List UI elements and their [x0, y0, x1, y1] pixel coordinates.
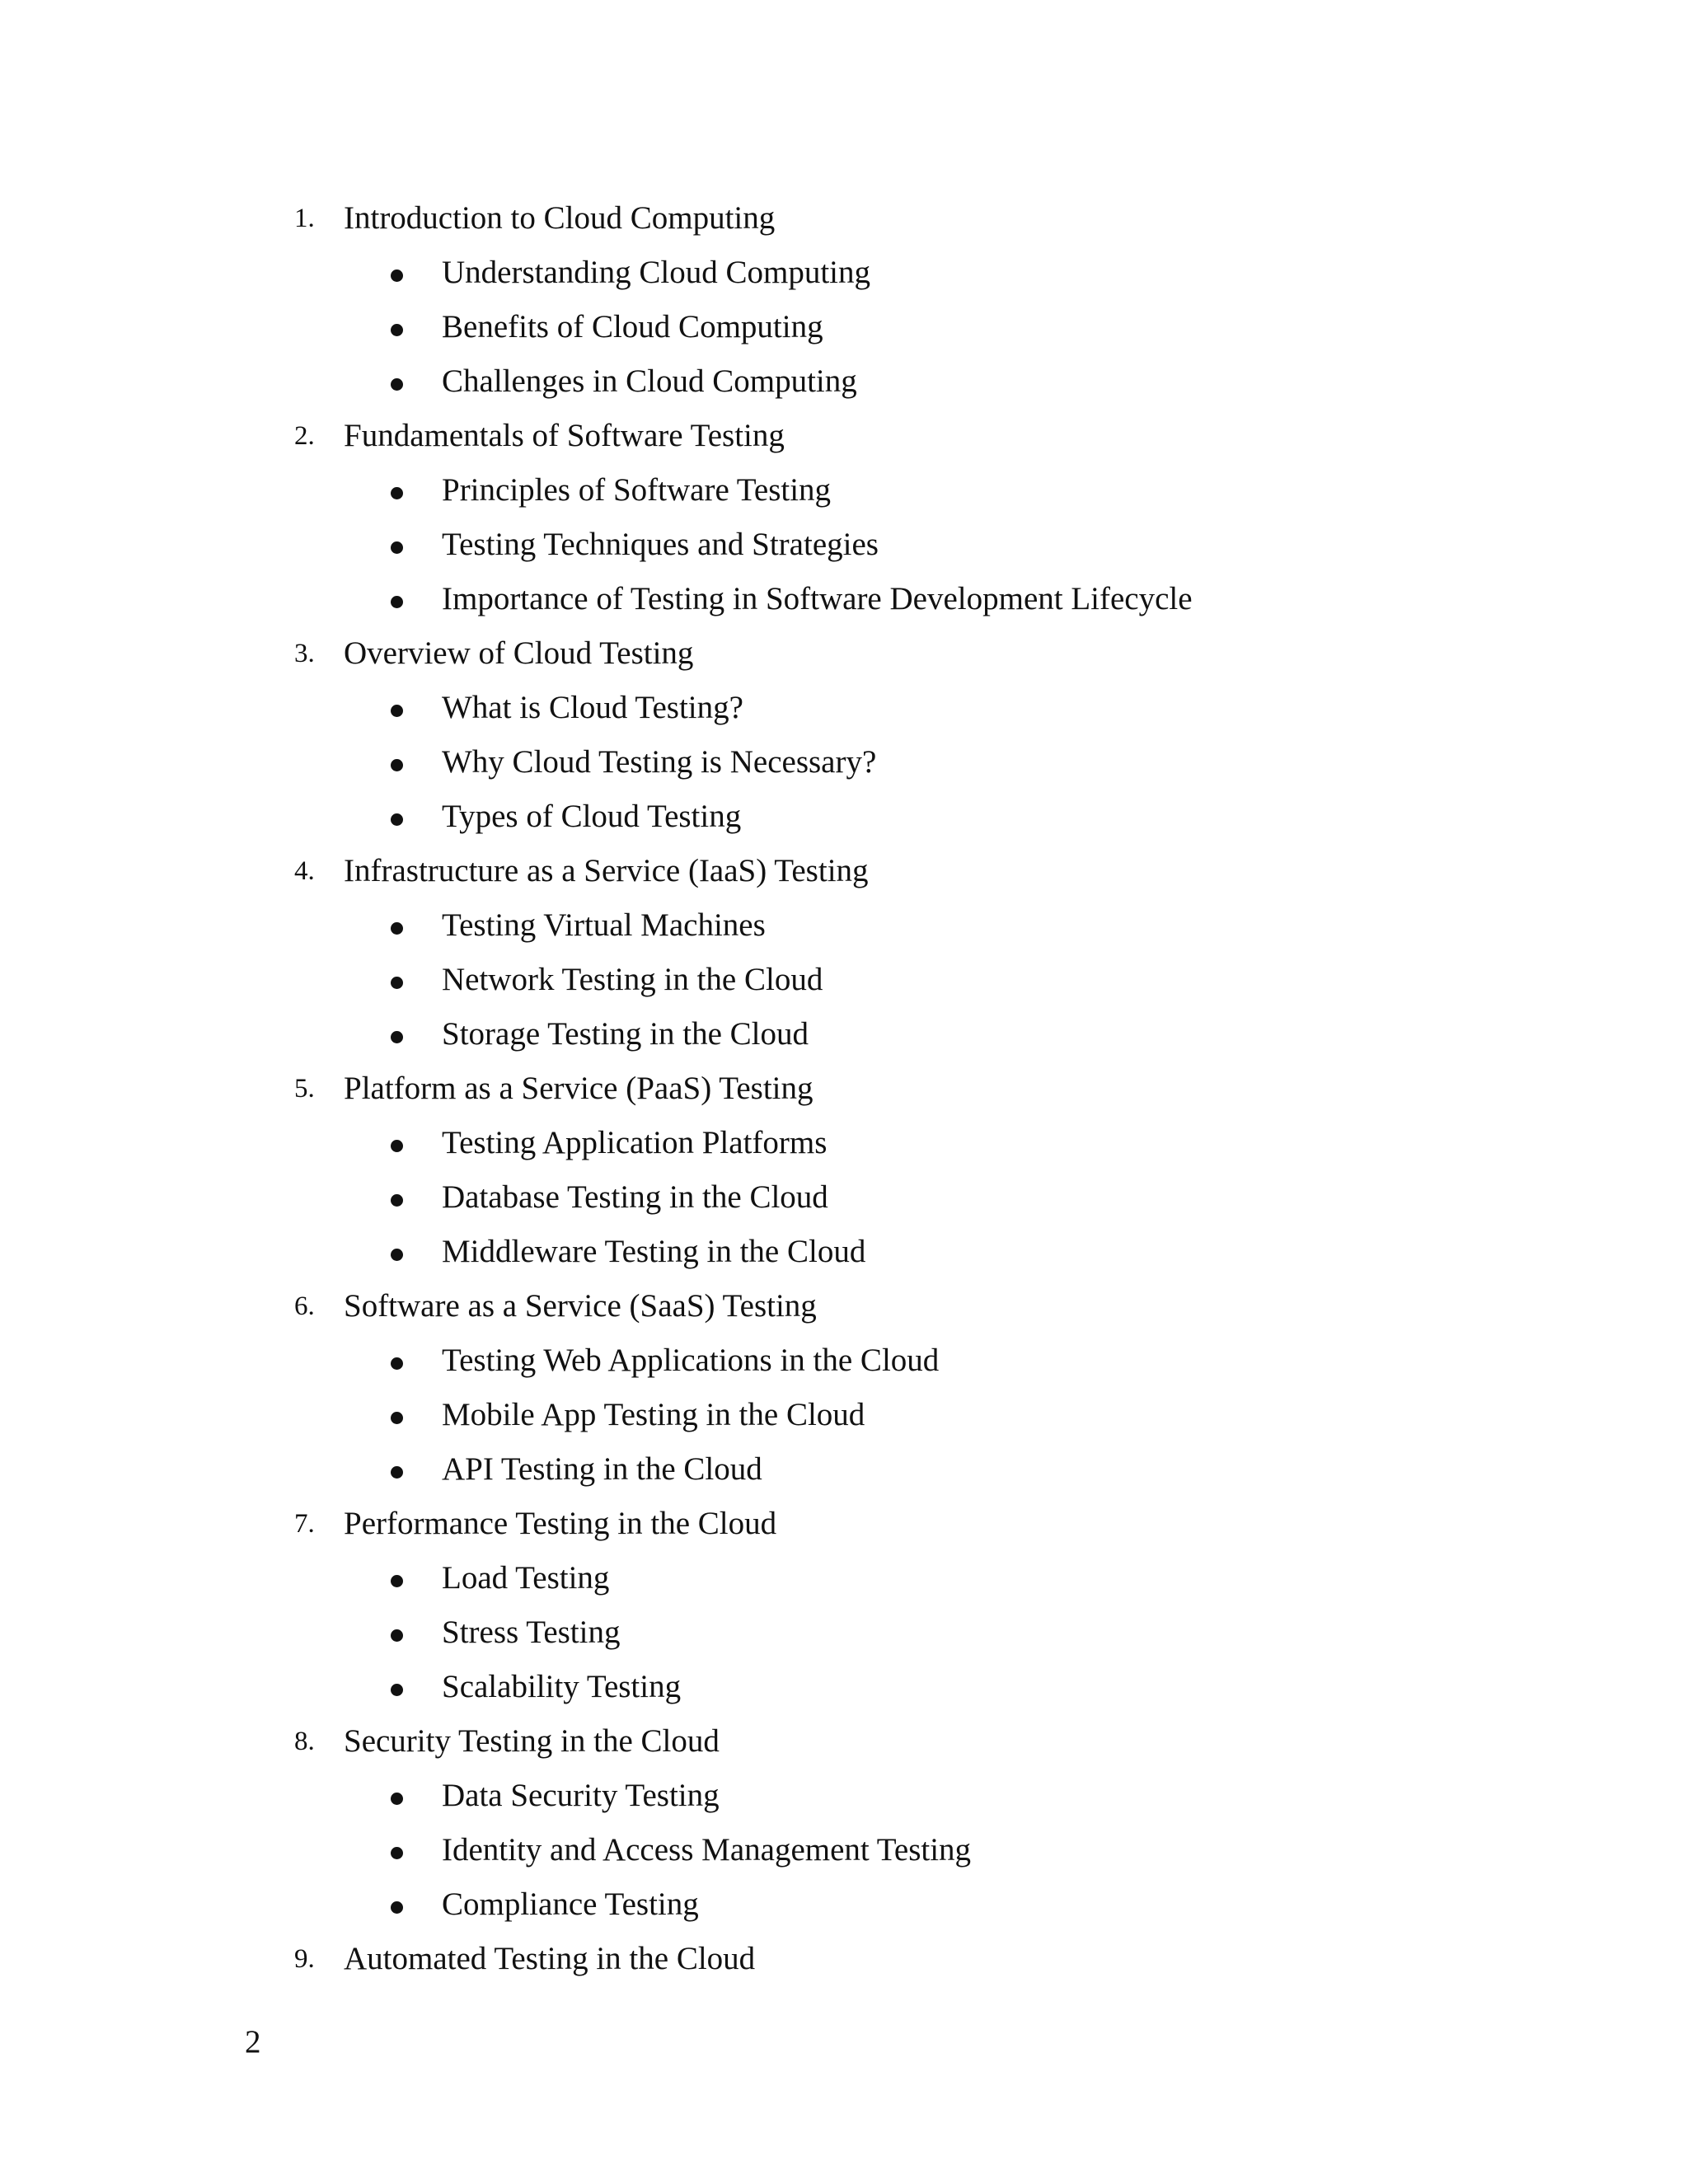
- section-title: Platform as a Service (PaaS) Testing: [344, 1071, 814, 1106]
- page-number: 2: [245, 2024, 261, 2060]
- section-title: Performance Testing in the Cloud: [344, 1506, 777, 1541]
- section-title: Overview of Cloud Testing: [344, 635, 694, 671]
- list-item: [0, 246, 1688, 300]
- section-heading: [0, 1932, 1688, 1986]
- bullet-icon: [391, 1901, 403, 1914]
- list-item: [0, 1388, 1688, 1442]
- list-item: [0, 681, 1688, 735]
- list-item-text: Stress Testing: [442, 1615, 621, 1650]
- list-item-text: Why Cloud Testing is Necessary?: [442, 744, 877, 780]
- list-item-text: Load Testing: [442, 1560, 610, 1596]
- section-heading: [0, 1279, 1688, 1333]
- list-item: [0, 1823, 1688, 1877]
- list-item: [0, 1769, 1688, 1823]
- list-item: [0, 1660, 1688, 1714]
- list-item: [0, 572, 1688, 626]
- list-item-text: Scalability Testing: [442, 1669, 682, 1704]
- bullet-icon: [391, 1575, 403, 1587]
- section-heading: [0, 191, 1688, 246]
- bullet-icon: [391, 1357, 403, 1370]
- list-item: [0, 354, 1688, 409]
- section-title: Fundamentals of Software Testing: [344, 418, 785, 453]
- section-number: 5.: [294, 1074, 315, 1104]
- list-item: [0, 518, 1688, 572]
- list-item-text: Challenges in Cloud Computing: [442, 363, 857, 399]
- section-number: 2.: [294, 421, 315, 451]
- list-item: [0, 300, 1688, 354]
- list-item-text: Database Testing in the Cloud: [442, 1179, 828, 1215]
- bullet-icon: [391, 977, 403, 989]
- list-item: [0, 1877, 1688, 1932]
- list-item-text: Testing Web Applications in the Cloud: [442, 1343, 940, 1378]
- bullet-icon: [391, 813, 403, 826]
- section-heading: [0, 1062, 1688, 1116]
- outline-list: [0, 191, 1688, 1986]
- list-item-text: Compliance Testing: [442, 1886, 699, 1922]
- list-item-text: Testing Virtual Machines: [442, 907, 766, 943]
- bullet-icon: [391, 1466, 403, 1479]
- section-heading: [0, 1497, 1688, 1551]
- bullet-icon: [391, 1194, 403, 1207]
- list-item-text: Testing Application Platforms: [442, 1125, 828, 1160]
- list-item-text: Types of Cloud Testing: [442, 799, 742, 834]
- section-heading: [0, 844, 1688, 898]
- bullet-icon: [391, 269, 403, 282]
- section-number: 6.: [294, 1291, 315, 1321]
- section-title: Security Testing in the Cloud: [344, 1723, 720, 1759]
- section-heading: [0, 626, 1688, 681]
- bullet-icon: [391, 1684, 403, 1696]
- list-item: [0, 1605, 1688, 1660]
- list-item: [0, 953, 1688, 1007]
- list-item-text: Importance of Testing in Software Development Lifecycle: [442, 581, 1193, 616]
- bullet-icon: [391, 378, 403, 391]
- section-title: Introduction to Cloud Computing: [344, 200, 776, 236]
- list-item-text: Middleware Testing in the Cloud: [442, 1234, 866, 1269]
- list-item-text: Benefits of Cloud Computing: [442, 309, 823, 344]
- section-title: Software as a Service (SaaS) Testing: [344, 1288, 817, 1324]
- bullet-icon: [391, 1412, 403, 1424]
- section-heading: [0, 409, 1688, 463]
- section-heading: [0, 1714, 1688, 1769]
- list-item: [0, 1333, 1688, 1388]
- list-item: [0, 898, 1688, 953]
- bullet-icon: [391, 541, 403, 554]
- bullet-icon: [391, 1140, 403, 1152]
- list-item: [0, 1007, 1688, 1062]
- bullet-icon: [391, 922, 403, 935]
- section-number: 4.: [294, 856, 315, 886]
- section-number: 8.: [294, 1727, 315, 1756]
- list-item-text: Understanding Cloud Computing: [442, 255, 870, 290]
- bullet-icon: [391, 1031, 403, 1043]
- list-item-text: Data Security Testing: [442, 1778, 720, 1813]
- list-item-text: Storage Testing in the Cloud: [442, 1016, 809, 1052]
- list-item: [0, 1116, 1688, 1170]
- list-item: [0, 790, 1688, 844]
- list-item: [0, 1225, 1688, 1279]
- list-item-text: Identity and Access Management Testing: [442, 1832, 972, 1868]
- section-title: Infrastructure as a Service (IaaS) Testing: [344, 853, 869, 888]
- list-item: [0, 735, 1688, 790]
- list-item: [0, 463, 1688, 518]
- bullet-icon: [391, 487, 403, 499]
- bullet-icon: [391, 1793, 403, 1805]
- section-number: 7.: [294, 1509, 315, 1539]
- bullet-icon: [391, 705, 403, 717]
- bullet-icon: [391, 1847, 403, 1859]
- section-number: 9.: [294, 1944, 315, 1974]
- list-item: [0, 1551, 1688, 1605]
- list-item-text: Mobile App Testing in the Cloud: [442, 1397, 865, 1432]
- bullet-icon: [391, 1629, 403, 1642]
- list-item: [0, 1170, 1688, 1225]
- list-item-text: API Testing in the Cloud: [442, 1451, 762, 1487]
- bullet-icon: [391, 759, 403, 771]
- list-item-text: Testing Techniques and Strategies: [442, 527, 879, 562]
- section-number: 3.: [294, 639, 315, 668]
- list-item: [0, 1442, 1688, 1497]
- list-item-text: Network Testing in the Cloud: [442, 962, 823, 997]
- list-item-text: Principles of Software Testing: [442, 472, 832, 508]
- section-title: Automated Testing in the Cloud: [344, 1941, 756, 1976]
- section-number: 1.: [294, 204, 315, 233]
- bullet-icon: [391, 324, 403, 336]
- list-item-text: What is Cloud Testing?: [442, 690, 743, 725]
- bullet-icon: [391, 1249, 403, 1261]
- bullet-icon: [391, 596, 403, 608]
